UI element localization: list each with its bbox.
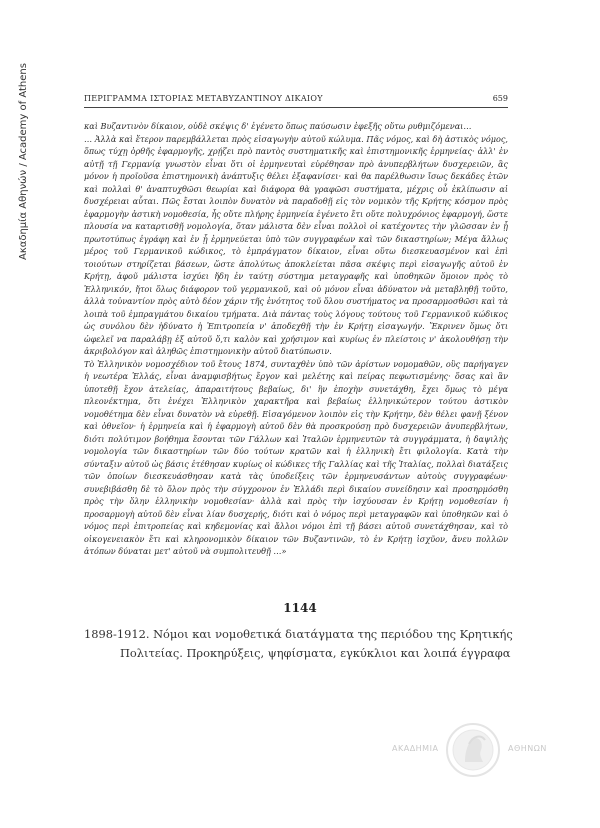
academy-seal-icon [445,722,501,778]
seal-label-right: ΑΘΗΝΩΝ [508,744,547,753]
academy-side-watermark-text: Ακαδημία Αθηνών / Academy of Athens [18,63,29,260]
running-title: ΠΕΡΙΓΡΑΜΜΑ ΙΣΤΟΡΙΑΣ ΜΕΤΑΒΥΖΑΝΤΙΝΟΥ ΔΙΚΑΙΟΥ [84,94,323,103]
paragraph: Τὸ Ἑλληνικὸν νομοσχέδιον τοῦ ἔτους 1874, συνταχθὲν ὑπὸ τῶν ἀρίστων νομομαθῶν, οὓς παρήγαγεν ἡ νεωτέρα Ἑλλάς, εἶναι ἀναμφισβήτως ἔργον καὶ μελέτης καὶ πείρας πεφωτισμένης· ὅσας καὶ ἂν ὑποτεθῇ ἔχον ἀτελείας, ἀπαραιτήτους βεβαίως, δι' ἣν ἐποχὴν συνετάχθη, ἔχει ὅμως τὸ μέγα πλεονέκτημα, ὅτι ἐνέχει Ἑλληνικὸν χαρακτῆρα καὶ βεβαίως ἑλληνικώτερον τούτου ἀστικὸν νομοθέτημα δὲν εἶναι δυνατὸν νὰ εὑρεθῇ. Εἰσαγόμενον λοιπὸν εἰς τὴν Κρήτην, δὲν θέλει φανῇ ξένον καὶ ὀθνεῖον· ἡ ἑρμηνεία καὶ ἡ ἐφαρμογὴ αὐτοῦ δὲν θὰ προσκρούσῃ πρὸ δυσχερειῶν ἀνυπερβλήτων, διότι πολύτιμον βοήθημα ἔσονται τῶν Γάλλων καὶ Ἰταλῶν ἑρμηνευτῶν τὰ συγγράμματα, ἡ δαψιλὴς νομολογία τῶν δικαστηρίων τῶν δύο τούτων κρατῶν καὶ ἡ ἑλληνικὴ ἔτι φιλολογία. Κατὰ τὴν σύνταξιν αὐτοῦ ὡς βάσις ἐτέθησαν κυρίως οἱ κώδικες τῆς Γαλλίας καὶ τῆς Ἰταλίας, πολλαὶ διατάξεις τῶν ὁποίων διεσκευάσθησαν κατὰ τὰς ὑποδείξεις τῶν ἑρμηνευσάντων αὐτοὺς συγγραφέων· συνεβιβάσθη δὲ τὸ ὅλον πρὸς τὴν σύγχρονον ἐν Ἑλλάδι περὶ δικαίου συνείδησιν καὶ προσηρμόσθη πρὸς τὴν ὅλην ἑλληνικὴν νομοθεσίαν· ἀλλὰ καὶ πρὸς τὴν ἰσχύουσαν ἐν Κρήτῃ νομοθεσίαν ἡ προσαρμογὴ αὐτοῦ δὲν εἶναι λίαν δυσχερής, διότι καὶ ὁ νόμος περὶ μεταγραφῶν καὶ ὑποθηκῶν καὶ ὁ νόμος περὶ ἐπιτροπείας καὶ κηδεμονίας καὶ ἄλλοι νόμοι ἐπὶ τῇ βάσει αὐτοῦ συνετάχθησαν, καὶ τὸ οἰκογενειακὸν ἔτι καὶ κληρονομικὸν δίκαιον τῶν Βυζαντινῶν, τὸ ἐν Κρήτῃ ἰσχῦον, ἄνευ πολλῶν ἀτόπων δύναται μετ' αὐτοῦ νὰ συμπολιτευθῇ …» [84,358,508,556]
page-header [84,94,508,108]
paragraph: καὶ Βυζαντινὸν δίκαιον, οὐδὲ σκέψις δ' ἐγένετο ὅπως παύσωσιν ἐφεξῆς οὕτω ρυθμιζόμεναι… [84,121,472,131]
entry-title-line: 1898-1912. Νόμοι και νομοθετικά διατάγματα της περιόδου της Κρητικής [84,627,513,641]
academy-side-watermark [4,40,29,260]
entry-title-line: Πολιτείας. Προκηρύξεις, ψηφίσματα, εγκύκλιοι και λοιπά έγγραφα [120,646,511,660]
header-rule [84,107,508,108]
entry-title [84,625,514,663]
entry-number: 1144 [283,601,317,615]
page-number: 659 [492,94,508,103]
body-text [84,120,508,558]
paragraph: … Ἀλλὰ καὶ ἕτερον παρεμβάλλεται πρὸς εἰσαγωγὴν αὐτοῦ κώλυμα. Πᾶς νόμος, καὶ δὴ ἀστικὸς νόμος, ὅπως τύχῃ ὀρθῆς ἐφαρμογῆς, χρῄζει πρὸ παντὸς συστηματικῆς καὶ ἐπιστημονικῆς ἑρμηνείας· ἀλλ' ἐν αὐτῇ τῇ Γερμανίᾳ γνωστὸν εἶναι ὅτι οἱ ἑρμηνευταὶ εὑρέθησαν πρὸ ἀνυπερβλήτων δυσχερειῶν, ἃς μόνον ἡ προϊοῦσα ἐπιστημονικὴ ἀνάπτυξις θέλει ἐξαφανίσει· καὶ θα παρέλθωσιν ἴσως δεκάδες ἐτῶν καὶ πολλαὶ θ' ἀναπτυχθῶσι θεωρίαι καὶ διάφορα θὰ γραφῶσι συστήματα, μέχρις οὗ ἐκλίπωσιν αἱ δυσχέρειαι αὗται. Πῶς ἔσται λοιπὸν δυνατὸν νὰ παραδοθῇ εἰς τὸν νομικὸν τῆς Κρήτης κόσμον πρὸς ἐφαρμογὴν ἀστικὴ νομοθεσία, ἧς οὔτε πλήρης ἑρμηνεία ἐγένετο ἔτι οὔτε πολυχρόνιος ἐφαρμογή, ὥστε πλουσία να καταρτισθῇ νομολογία, ὅταν μάλιστα δὲν εἶναι πολλοὶ οἱ κατέχοντες τὴν γλῶσσαν ἐν ᾗ πρωτοτύπως ἐγράφη καὶ ἐν ᾗ ἑρμηνεύεται ὑπὸ τῶν συγγραφέων καὶ τῶν δικαστηρίων; Μέγα ἄλλως μέρος τοῦ Γερμανικοῦ κώδικος, τὸ ἐμπράγματον δίκαιον, εἶναι οὕτω διεσκευασμένον καὶ ἐπὶ τοιούτων στηρίζεται βάσεων, ὥστε ἀπολύτως ἀποκλείεται πᾶσα σκέψις περὶ εἰσαγωγῆς αὐτοῦ ἐν Κρήτῃ, ἀφοῦ μάλιστα ἰσχύει ἤδη ἐν ταύτῃ σύστημα μεταγραφῆς καὶ ὑποθηκῶν ὅμοιον πρὸς τὸ Ἑλληνικόν, ἤτοι ὅλως διάφορον τοῦ γερμανικοῦ, καὶ οὐ μόνον εἶναι ἀδύνατον νὰ μεταβληθῇ τοῦτο, ἀλλὰ τοὐναντίον πρὸς αὐτὸ δέον χάριν τῆς ἑνότητος τοῦ ὅλου συστήματος να προσαρμοσθῶσι καὶ τὰ λοιπὰ τοῦ ἐμπραγμάτου δικαίου τμήματα. Διὰ πάντας τοὺς λόγους τούτους τοῦ Γερμανικοῦ κώδικος ὡς συνόλου δὲν ἠδύνατο ἡ Ἐπιτροπεία ν' ἀποδεχθῇ τὴν ἐν Κρήτῃ εἰσαγωγήν. Ἔκρινεν ὅμως ὅτι ὠφελεῖ να παραλάβῃ ἐξ αὐτοῦ ὅ,τι καλὸν καὶ χρήσιμον καὶ κυρίως ἐν πλείστοις ν' ἀκολουθήσῃ τὴν ἀκριβολόγον καὶ ἀληθῶς ἐπιστημονικὴν αὐτοῦ διατύπωσιν. [84,133,508,356]
seal-label-left: ΑΚΑΔΗΜΙΑ [392,744,439,753]
